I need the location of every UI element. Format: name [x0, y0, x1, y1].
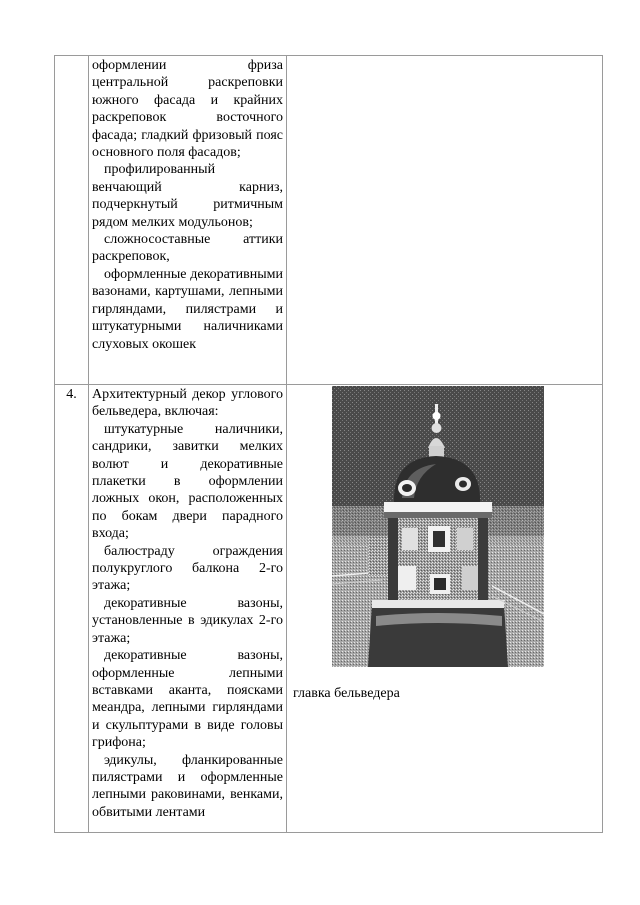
photo-caption: главка бельведера	[293, 686, 400, 701]
description-paragraph: Архитектурный декор углового бельведера, включая:	[92, 387, 283, 420]
description-paragraph: декоративные вазоны, установленные в эдикулах 2-го этажа;	[92, 595, 283, 646]
table-row	[55, 56, 603, 385]
monument-elements-table	[54, 55, 603, 833]
description-paragraph: оформлении фриза центральной раскреповки южного фасада и крайних раскреповок восточного фасада; гладкий фризовый пояс основного поля фасадов;	[92, 58, 283, 161]
photo-cell	[287, 385, 603, 833]
description-cell	[89, 385, 287, 833]
row-number: 4.	[66, 387, 77, 402]
description-paragraph: сложносоставные аттики раскреповок,	[92, 232, 283, 265]
description-paragraph: профилированный венчающий карниз, подчеркнутый ритмичным рядом мелких модульонов;	[92, 162, 283, 230]
description-cell	[89, 56, 287, 385]
description-paragraph: балюстраду ограждения полукруглого балкона 2-го этажа;	[92, 543, 283, 594]
belvedere-dome-photo	[332, 386, 544, 667]
number-cell	[55, 56, 89, 385]
description-paragraph: декоративные вазоны, оформленные лепными вставками аканта, поясками меандра, лепными гирляндами и скульптурами в виде головы грифона;	[92, 648, 283, 751]
description-paragraph: штукатурные наличники, сандрики, завитки мелких волют и декоративные плакетки в оформлении ложных окон, расположенных по бокам двери парадного входа;	[92, 421, 283, 542]
number-cell	[55, 385, 89, 833]
description-paragraph: оформленные декоративными вазонами, картушами, лепными гирляндами, пилястрами и штукатурными наличниками слуховых окошек	[92, 266, 283, 352]
photo-cell	[287, 56, 603, 385]
description-paragraph: эдикулы, фланкированные пилястрами и оформленные лепными раковинами, венками, обвитыми лентами	[92, 752, 283, 820]
table-row	[55, 385, 603, 833]
